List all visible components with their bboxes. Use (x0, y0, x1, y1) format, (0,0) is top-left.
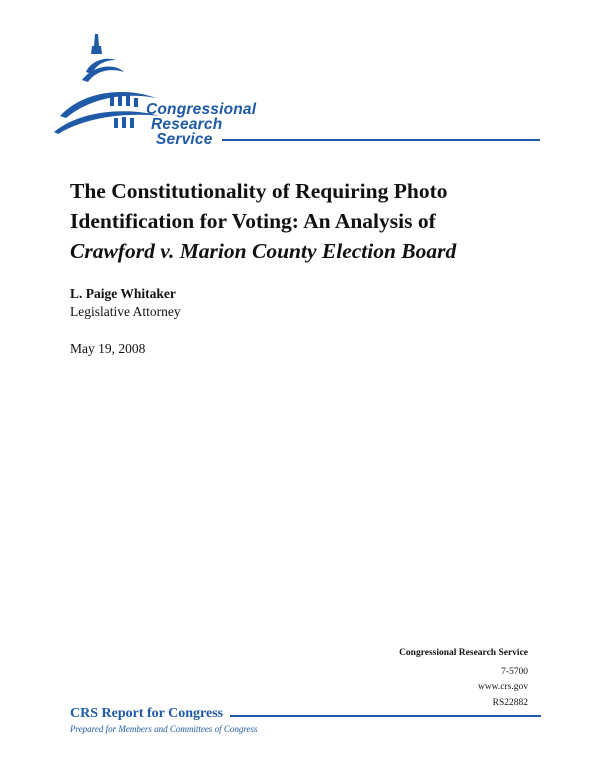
report-date: May 19, 2008 (70, 341, 146, 356)
logo-text-line3: Service (156, 131, 213, 148)
footer-title: CRS Report for Congress (70, 706, 224, 721)
crs-logo (52, 32, 542, 150)
logo-rule (222, 139, 540, 141)
title-line-1: The Constitutionality of Requiring Photo (70, 179, 448, 203)
report-number: RS22882 (492, 697, 528, 708)
title-line-2: Identification for Voting: An Analysis of (70, 209, 436, 233)
capitol-dome-icon (52, 32, 162, 147)
report-title (70, 176, 540, 266)
report-identifiers (399, 646, 528, 711)
logo-text-line2: Research (151, 116, 223, 133)
author-role: Legislative Attorney (70, 304, 181, 319)
organization-name: Congressional Research Service (399, 648, 528, 658)
footer-subtitle: Prepared for Members and Committees of Congress (70, 724, 258, 734)
footer-rule (230, 715, 541, 717)
website-link[interactable]: www.crs.gov (477, 682, 528, 692)
author-name: L. Paige Whitaker (70, 286, 176, 301)
title-case-name: Crawford v. Marion County Election Board (70, 239, 457, 263)
logo-text-line1: Congressional (146, 101, 257, 118)
phone-number: 7-5700 (501, 666, 528, 677)
